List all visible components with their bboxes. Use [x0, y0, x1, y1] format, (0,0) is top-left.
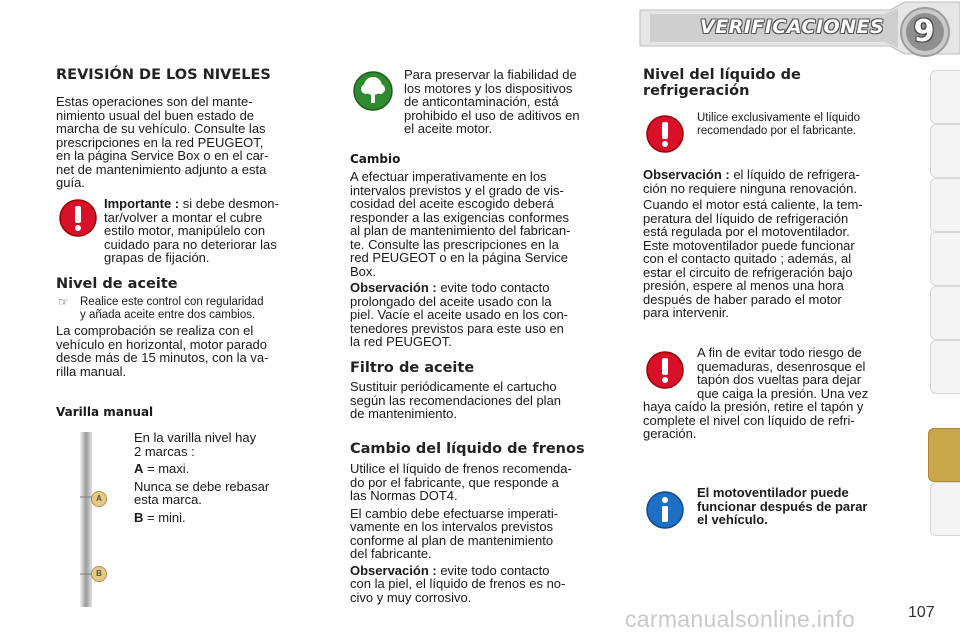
chapter-tab[interactable]: [930, 232, 960, 286]
chapter-tab-active[interactable]: [928, 428, 960, 482]
line: peratura del líquido de refrigeración: [643, 210, 849, 226]
oil-check-paragraph: [56, 324, 319, 378]
chapter-tab[interactable]: [930, 482, 960, 536]
line: prolongado del aceite usado con la: [350, 293, 552, 309]
line: guía.: [56, 175, 85, 190]
line: civo y muy corrosivo.: [350, 589, 472, 605]
line: evite todo contacto: [440, 280, 550, 295]
line: prescripciones en la red PEUGEOT,: [56, 134, 264, 150]
line: El motoventilador puede: [697, 485, 849, 500]
dipstick-title: Varilla manual: [56, 405, 154, 419]
line: A efectuar imperativamente en los: [350, 169, 547, 184]
line: 2 marcas :: [134, 443, 195, 459]
chapter-tabs: [930, 70, 960, 570]
line: está regulada por el motoventilador.: [643, 224, 850, 239]
line: La comprobación se realiza con el: [56, 323, 254, 338]
line: Nunca se debe rebasar: [134, 478, 270, 494]
chapter-tab[interactable]: [930, 178, 960, 232]
exclamation-warning-icon: [645, 350, 685, 390]
change-paragraph: [350, 170, 613, 349]
line: cosidad del aceite escogido deberá: [350, 196, 554, 211]
line: nimiento usual del buen estado de: [56, 107, 255, 123]
page-number: 107: [908, 604, 935, 621]
watermark: carmanualsonline.info: [625, 606, 856, 632]
oil-filter-paragraph: [350, 380, 613, 421]
line: intervalos previstos y el grado de vis-: [350, 182, 564, 198]
line: si debe desmon-: [182, 196, 279, 211]
line: piel. Vacíe el aceite usado en los con-: [350, 307, 569, 322]
line: do por el fabricante, que responde a: [350, 474, 559, 490]
change-title: Cambio: [350, 152, 401, 166]
chapter-title: VERIFICACIONES: [700, 16, 885, 38]
mark-b-text: = mini.: [143, 509, 186, 525]
line: evite todo contacto: [440, 562, 550, 578]
observation-label: Observación :: [350, 562, 437, 578]
important-label: Importante :: [104, 196, 180, 211]
dipstick-marks-text: [134, 431, 319, 524]
line: Para preservar la fiabilidad de: [404, 67, 577, 82]
line: En la varilla nivel hay: [134, 430, 257, 445]
line: la red PEUGEOT.: [350, 334, 452, 349]
line: esta marca.: [134, 492, 202, 507]
line: después de haber parado el motor: [643, 291, 842, 307]
burn-warning-bottom: [643, 400, 906, 441]
line: quemaduras, desenrosque el: [697, 358, 866, 374]
exclamation-warning-icon: [58, 198, 98, 238]
line: al plan de mantenimiento del fabrican-: [350, 223, 571, 238]
line: vehículo en horizontal, motor parado: [56, 336, 268, 352]
coolant-warning: [697, 112, 907, 137]
line: El cambio debe efectuarse imperati-: [350, 505, 559, 521]
line: A fin de evitar todo riesgo de: [697, 345, 862, 360]
line: Box.: [350, 263, 377, 279]
mark-a-icon: A: [91, 491, 107, 507]
environment-note: [404, 68, 612, 136]
mark-a-text: = maxi.: [143, 461, 190, 476]
line: cuidado para no deteriorar las: [104, 236, 277, 252]
coolant-observation: [643, 168, 906, 195]
burn-warning-top: [697, 346, 907, 400]
line: el vehículo.: [697, 512, 768, 527]
oil-bullet: [80, 296, 320, 321]
line: de anticontaminación, está: [404, 94, 559, 109]
line: presión, espere al menos una hora: [643, 278, 844, 293]
line: tapón dos vueltas para dejar: [697, 372, 862, 387]
line: Nivel del líquido de: [643, 67, 801, 83]
observation-label: Observación :: [350, 280, 437, 295]
line: estar el circuito de refrigeración bajo: [643, 264, 853, 280]
line: el aceite motor.: [404, 121, 493, 136]
line: Utilice el líquido de frenos recomenda-: [350, 461, 572, 476]
line: net de mantenimiento adjunto a esta: [56, 161, 267, 177]
line: vamente en los intervalos previstos: [350, 519, 554, 534]
chapter-tab[interactable]: [930, 70, 960, 124]
line: de mantenimiento.: [350, 406, 457, 421]
brake-fluid-paragraph: [350, 462, 613, 604]
line: funcionar después de parar: [697, 498, 868, 514]
line: recomendado por el fabricante.: [697, 124, 857, 137]
line: grapas de fijación.: [104, 250, 210, 265]
line: Este motoventilador puede funcionar: [643, 237, 855, 253]
line: ción no requiere ninguna renovación.: [643, 180, 857, 196]
line: en la página Service Box o en el car-: [56, 148, 269, 163]
important-note: [104, 197, 319, 265]
line: responder a las exigencias conformes: [350, 209, 569, 225]
line: los motores y los dispositivos: [404, 80, 573, 96]
line: el líquido de refrigera-: [733, 167, 860, 182]
line: las Normas DOT4.: [350, 488, 458, 503]
mark-b-letter: B: [134, 509, 144, 525]
line: Estas operaciones son del mante-: [56, 94, 253, 109]
chapter-tab[interactable]: [930, 340, 960, 394]
line: geración.: [643, 426, 697, 441]
observation-label: Observación :: [643, 167, 730, 182]
line: rilla manual.: [56, 363, 127, 379]
tree-environment-icon: [352, 70, 394, 112]
bullet-icon: ☞: [58, 295, 69, 309]
line: estilo motor, manipúlelo con: [104, 223, 266, 238]
line: Sustituir periódicamente el cartucho: [350, 379, 557, 394]
exclamation-warning-icon: [645, 114, 685, 154]
chapter-tab[interactable]: [930, 124, 960, 178]
hot-engine-paragraph: [643, 198, 906, 320]
mark-b-icon: B: [91, 566, 107, 582]
line: y añada aceite entre dos cambios.: [80, 308, 256, 321]
fan-note: [697, 486, 907, 527]
info-icon: [645, 490, 685, 530]
section-title: REVISIÓN DE LOS NIVELES: [56, 67, 271, 83]
line: desde más de 15 minutos, con la va-: [56, 350, 269, 365]
coolant-title: [643, 67, 906, 99]
line: red PEUGEOT o en la página Service: [350, 250, 568, 265]
line: del fabricante.: [350, 546, 432, 561]
chapter-number: 9: [913, 14, 935, 49]
line: haya caído la presión, retire el tapón y: [643, 399, 864, 414]
line: con la piel, el líquido de frenos es no-: [350, 576, 566, 591]
line: para intervenir.: [643, 305, 729, 320]
line: Realice este control con regularidad: [80, 296, 264, 308]
line: con el contacto quitado ; además, al: [643, 251, 852, 266]
line: según las recomendaciones del plan: [350, 392, 562, 408]
line: complete el nivel con líquido de refri-: [643, 412, 855, 428]
brake-fluid-title: Cambio del líquido de frenos: [350, 441, 585, 457]
line: refrigeración: [643, 83, 750, 99]
mark-a-letter: A: [134, 461, 144, 476]
line: marcha de su vehículo. Consulte las: [56, 121, 266, 136]
line: te. Consulte las prescripciones en la: [350, 236, 559, 252]
chapter-tab[interactable]: [930, 286, 960, 340]
line: Cuando el motor está caliente, la tem-: [643, 197, 863, 212]
line: tenedores previstos para este uso en: [350, 320, 564, 336]
line: conforme al plan de mantenimiento: [350, 532, 554, 548]
oil-filter-title: Filtro de aceite: [350, 360, 475, 376]
line: que caiga la presión. Una vez: [697, 385, 869, 401]
line: Utilice exclusivamente el líquido: [697, 112, 860, 124]
line: tar/volver a montar el cubre: [104, 209, 263, 225]
line: prohibido el uso de aditivos en: [404, 107, 580, 123]
intro-paragraph: [56, 95, 319, 190]
oil-level-title: Nivel de aceite: [56, 276, 178, 292]
